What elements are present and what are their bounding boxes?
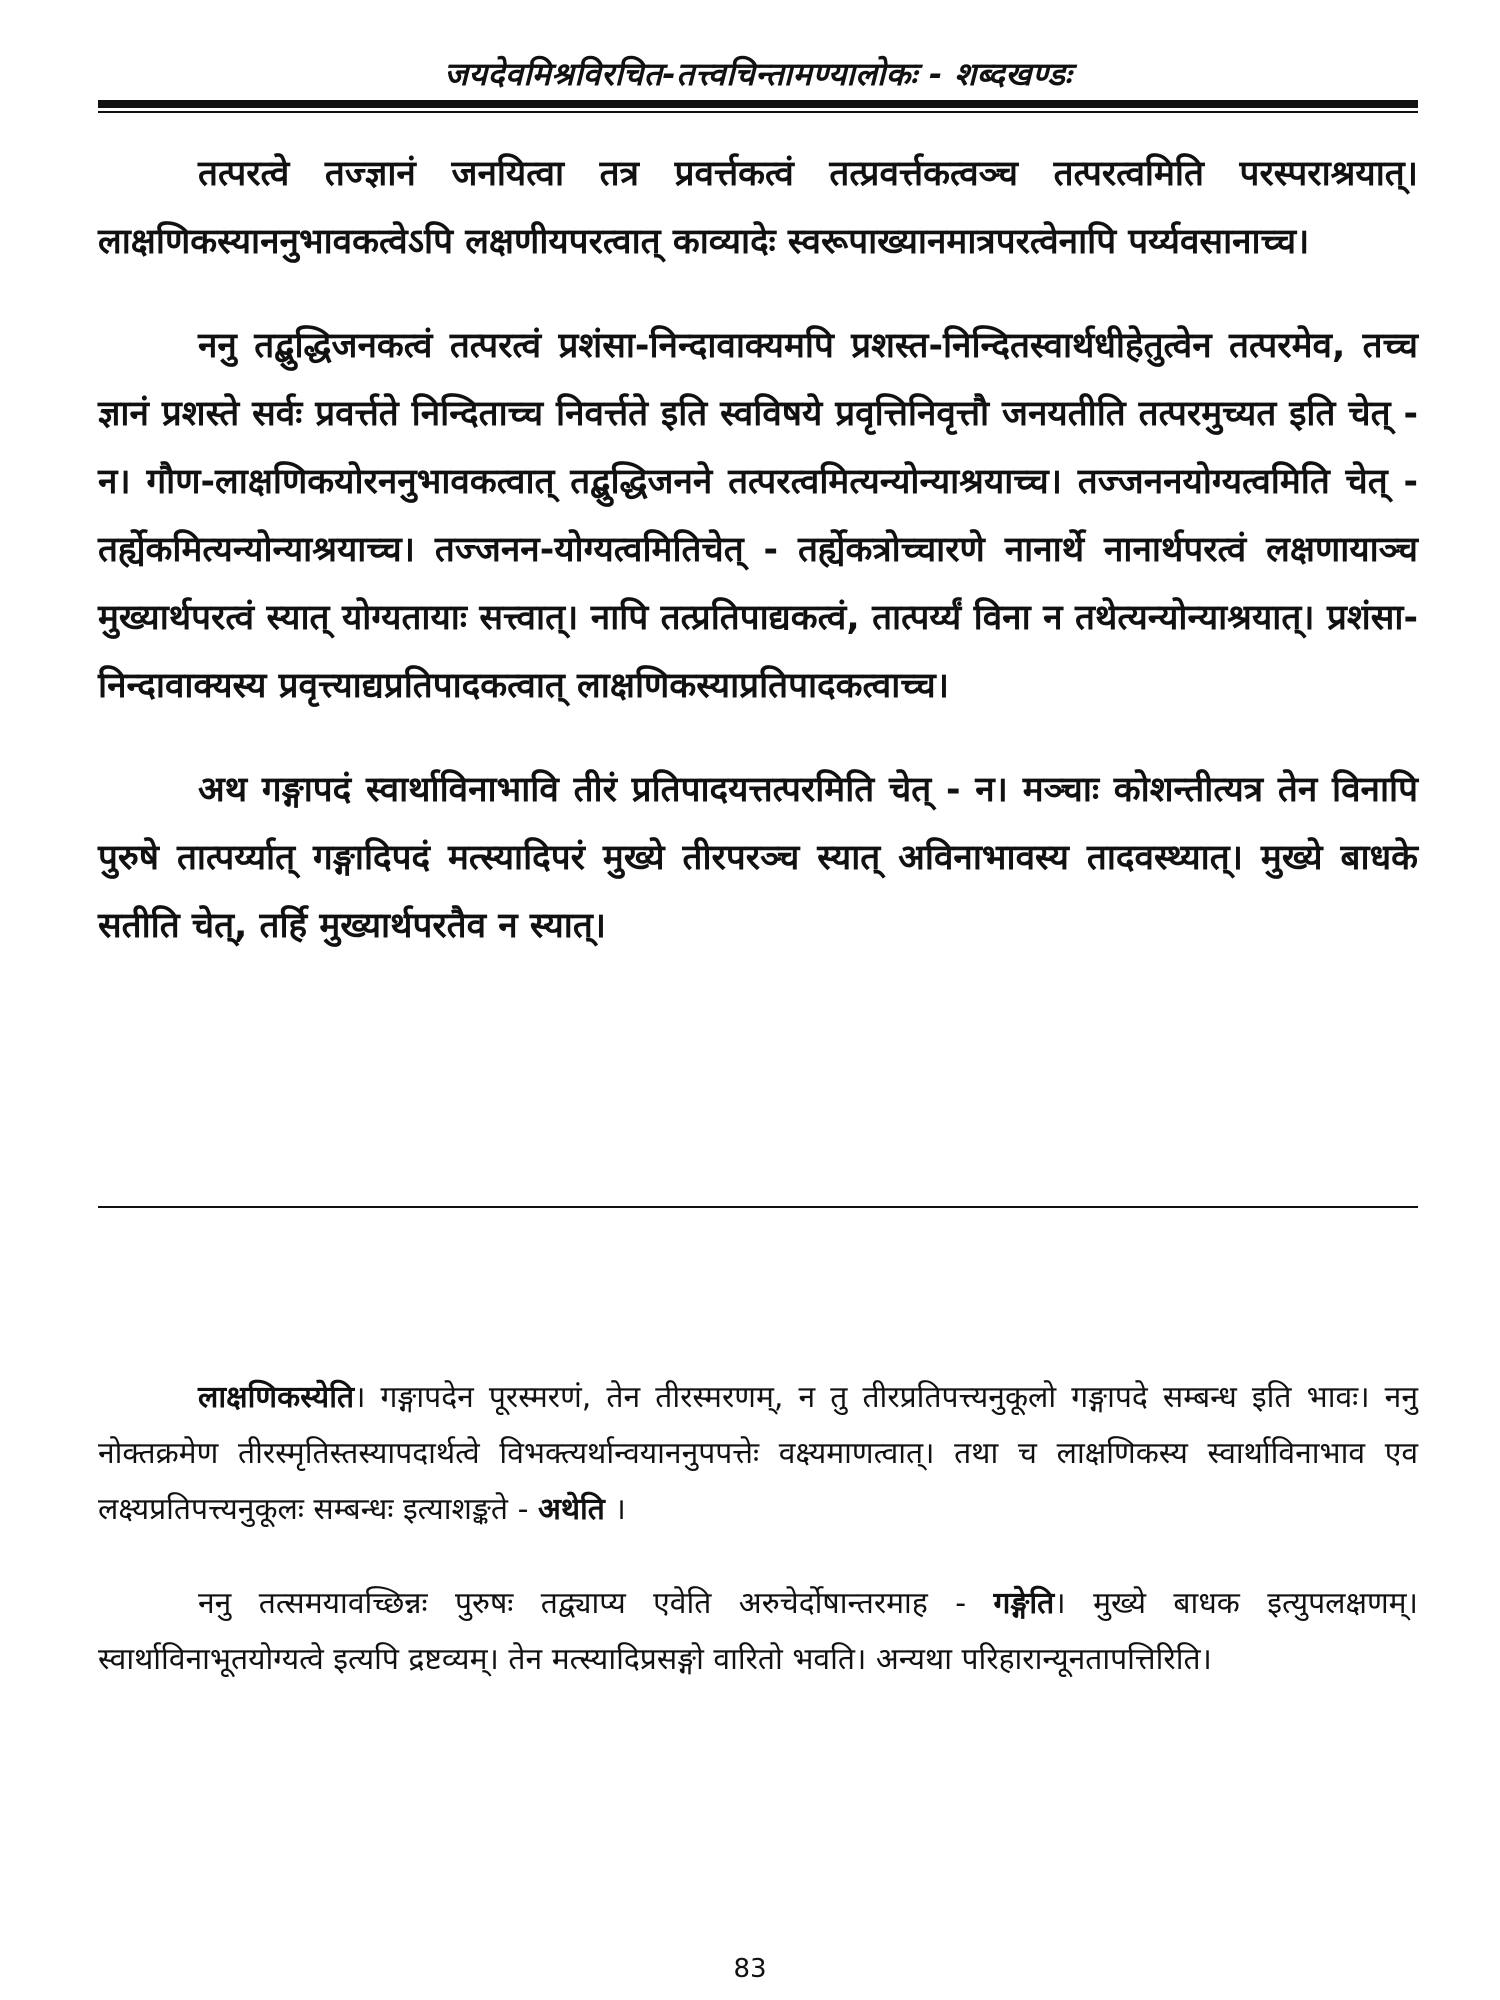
- commentary-paragraph-1: [98, 1370, 1418, 1538]
- main-paragraph-3: अथ गङ्गापदं स्वार्थाविनाभावि तीरं प्रतिपादयत्तत्परमिति चेत् - न। मञ्चाः कोशन्तीत्यत्र तेन विनापि पुरुषे तात्पर्य्यात् गङ्गादिपदं मत्स्यादिपरं मुख्ये तीरपरञ्च स्यात् अविनाभावस्य तादवस्थ्यात्। मुख्ये बाधके सतीति चेत्, तर्हि मुख्यार्थपरतैव न स्यात्।: [98, 770, 1418, 946]
- commentary-text: । मुख्ये बाधक इत्युपलक्षणम्। स्वार्थाविनाभूतयोग्यत्वे इत्यपि द्रष्टव्यम्। तेन मत्स्यादिप्रसङ्गो वारितो भवति। अन्यथा परिहारान्यूनतापत्तिरिति।: [98, 1586, 1418, 1677]
- commentary-lemma: गङ्गेति: [993, 1586, 1055, 1621]
- main-text: [98, 140, 1418, 996]
- commentary-lemma: अथेति: [537, 1492, 605, 1527]
- commentary-lemma: लाक्षणिकस्येति: [198, 1380, 355, 1415]
- commentary-text: ननु तत्समयावच्छिन्नः पुरुषः तद्व्याप्य एवेति अरुचेर्दोषान्तरमाह -: [198, 1586, 994, 1621]
- header-rule-thin: [98, 111, 1418, 113]
- main-paragraph-1: तत्परत्वे तज्ज्ञानं जनयित्वा तत्र प्रवर्त्तकत्वं तत्प्रवर्त्तकत्वञ्च तत्परत्वमिति परस्पराश्रयात्। लाक्षणिकस्याननुभावकत्वेऽपि लक्षणीयपरत्वात् काव्यादेः स्वरूपाख्यानमात्रपरत्वेनापि पर्य्यवसानाच्च।: [98, 154, 1418, 262]
- running-header: जयदेवमिश्रविरचित-तत्त्वचिन्तामण्यालोकः - शब्दखण्डः: [444, 55, 1072, 93]
- commentary-text: । गङ्गापदेन पूरस्मरणं, तेन तीरस्मरणम्, न तु तीरप्रतिपत्त्यनुकूलो गङ्गापदे सम्बन्ध इति भावः। ननु नोक्तक्रमेण तीरस्मृतिस्तस्यापदार्थत्वे विभक्त्यर्थान्वयाननुपपत्तेः वक्ष्यमाणत्वात्। तथा च लाक्षणिकस्य स्वार्थाविनाभाव एव लक्ष्यप्रतिपत्त्यनुकूलः सम्बन्धः इत्याशङ्कते -: [98, 1380, 1418, 1527]
- main-paragraph-2: ननु तद्बुद्धिजनकत्वं तत्परत्वं प्रशंसा-निन्दावाक्यमपि प्रशस्त-निन्दितस्वार्थधीहेतुत्वेन तत्परमेव, तच्च ज्ञानं प्रशस्ते सर्वः प्रवर्त्तते निन्दिताच्च निवर्त्तते इति स्वविषये प्रवृत्तिनिवृत्तौ जनयतीति तत्परमुच्यत इति चेत् - न। गौण-लाक्षणिकयोरननुभावकत्वात् तद्बुद्धिजनने तत्परत्वमित्यन्योन्याश्रयाच्च। तज्जननयोग्यत्वमिति चेत् - तर्ह्येकमित्यन्योन्याश्रयाच्च। तज्जनन-योग्यत्वमितिचेत् - तर्ह्येकत्रोच्चारणे नानार्थे नानार्थपरत्वं लक्षणायाञ्च मुख्यार्थपरत्वं स्यात् योग्यतायाः सत्त्वात्। नापि तत्प्रतिपाद्यकत्वं, तात्पर्य्यं विना न तथेत्यन्योन्याश्रयात्। प्रशंसा-निन्दावाक्यस्य प्रवृत्त्याद्यप्रतिपादकत्वात् लाक्षणिकस्याप्रतिपादकत्वाच्च।: [98, 326, 1418, 706]
- commentary-paragraph-2: [98, 1576, 1418, 1688]
- footnote-divider: [98, 1206, 1418, 1208]
- page-number: 83: [733, 1954, 767, 1984]
- header-rule-thick: [98, 100, 1418, 108]
- commentary-text: ।: [604, 1492, 626, 1527]
- commentary: [98, 1370, 1418, 1726]
